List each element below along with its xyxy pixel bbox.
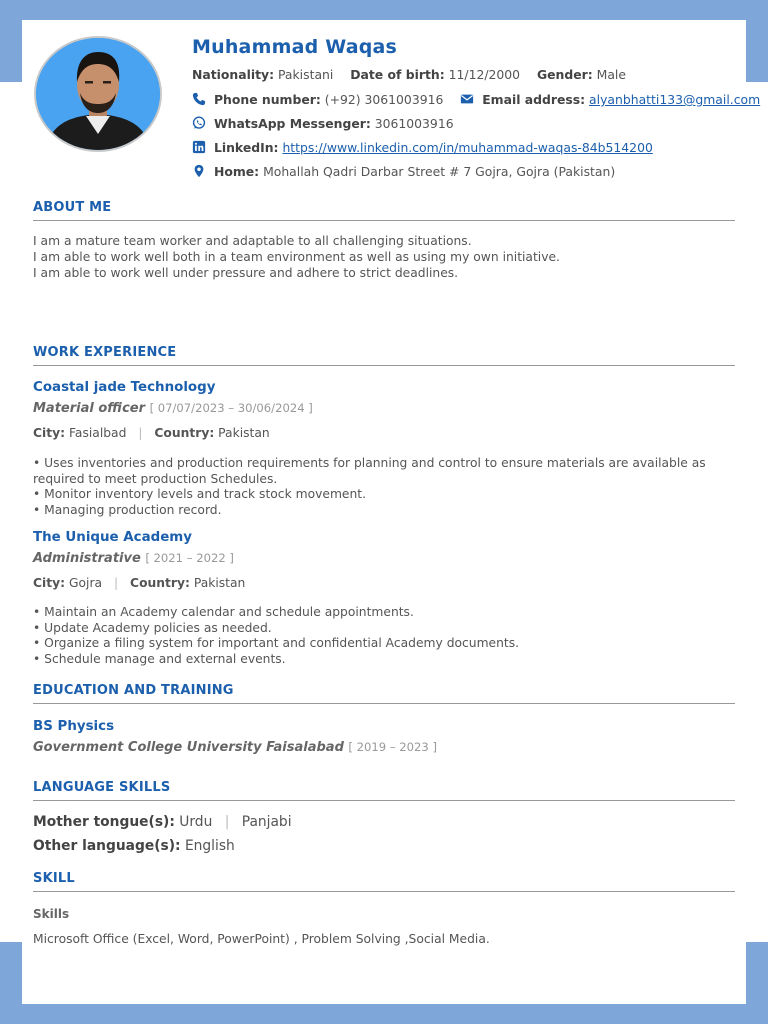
mother-tongue-label: Mother tongue(s): xyxy=(33,814,175,830)
other-language-line xyxy=(33,838,235,854)
other-language-label: Other language(s): xyxy=(33,838,181,854)
about-line: I am able to work well under pressure and adhere to strict deadlines. xyxy=(33,265,459,280)
mother-tongue-value: Panjabi xyxy=(241,814,292,830)
city-label: City: xyxy=(33,576,66,590)
city-value: Gojra xyxy=(68,576,103,590)
job-title: Administrative xyxy=(33,551,141,566)
mother-tongue-value: Urdu xyxy=(179,814,213,830)
gender-label: Gender: xyxy=(536,67,593,82)
about-section-title: ABOUT ME xyxy=(33,200,735,221)
map-pin-icon xyxy=(192,164,206,178)
duty-item: • Uses inventories and production requirements for planning and control to ensure materials are available as required to meet production Schedules. xyxy=(33,456,706,486)
cv-page xyxy=(22,20,761,1004)
duty-item: • Update Academy policies as needed. xyxy=(33,620,272,635)
skill-section-title: SKILL xyxy=(33,871,735,892)
about-line: I am able to work well both in a team environment as well as using my own initiative. xyxy=(33,249,560,264)
other-language-value: English xyxy=(184,838,235,854)
about-text xyxy=(33,234,733,281)
country-label: Country: xyxy=(154,426,215,440)
whatsapp-value: 3061003916 xyxy=(374,116,454,131)
candidate-name: Muhammad Waqas xyxy=(192,36,398,58)
job-role xyxy=(33,551,234,566)
envelope-icon xyxy=(460,92,474,106)
nationality-label: Nationality: xyxy=(192,67,275,82)
skills-label: Skills xyxy=(33,907,70,921)
city-value: Fasialbad xyxy=(68,426,127,440)
phone-value: (+92) 3061003916 xyxy=(324,92,444,107)
nationality-value: Pakistani xyxy=(278,67,334,82)
job-title: Material officer xyxy=(33,401,146,416)
skills-text: Microsoft Office (Excel, Word, PowerPoint) , Problem Solving ,Social Media. xyxy=(33,932,490,946)
email-link[interactable]: alyanbhatti133@gmail.com xyxy=(589,92,761,107)
job-location: City: Fasialbad | Country: Pakistan xyxy=(33,426,270,440)
duty-item: • Schedule manage and external events. xyxy=(33,651,286,666)
home-value: Mohallah Qadri Darbar Street # 7 Gojra, Gojra (Pakistan) xyxy=(263,164,616,179)
duty-item: • Managing production record. xyxy=(33,502,222,517)
personal-info-line xyxy=(192,67,626,82)
job-dates: [ 07/07/2023 – 30/06/2024 ] xyxy=(149,401,313,415)
about-line: I am a mature team worker and adaptable to all challenging situations. xyxy=(33,234,472,248)
job-organization: The Unique Academy xyxy=(33,530,192,545)
profile-photo xyxy=(34,36,162,152)
degree-name: BS Physics xyxy=(33,719,115,734)
phone-label: Phone number: xyxy=(213,92,321,107)
contact-line xyxy=(192,92,760,107)
job-organization: Coastal jade Technology xyxy=(33,380,216,395)
dob-value: 11/12/2000 xyxy=(448,67,521,82)
job-duties xyxy=(33,456,713,518)
mother-tongue-line: Mother tongue(s): Urdu | Panjabi xyxy=(33,814,292,830)
gender-value: Male xyxy=(596,67,626,82)
job-role xyxy=(33,401,313,416)
language-section-title: LANGUAGE SKILLS xyxy=(33,780,735,801)
email-label: Email address: xyxy=(482,92,586,107)
whatsapp-label: WhatsApp Messenger: xyxy=(213,116,371,131)
duty-item: • Maintain an Academy calendar and schedule appointments. xyxy=(33,605,414,619)
whatsapp-icon xyxy=(192,116,206,130)
city-label: City: xyxy=(33,426,66,440)
education-section-title: EDUCATION AND TRAINING xyxy=(33,683,735,704)
home-line xyxy=(192,164,615,179)
linkedin-line xyxy=(192,140,653,155)
country-value: Pakistan xyxy=(218,426,270,440)
country-value: Pakistan xyxy=(193,576,246,590)
duty-item: • Organize a filing system for important and confidential Academy documents. xyxy=(33,636,520,651)
job-duties xyxy=(33,605,713,667)
country-label: Country: xyxy=(130,576,190,590)
dob-label: Date of birth: xyxy=(350,67,445,82)
linkedin-link[interactable]: https://www.linkedin.com/in/muhammad-waqas-84b514200 xyxy=(282,140,653,155)
linkedin-label: LinkedIn: xyxy=(213,140,279,155)
home-label: Home: xyxy=(213,164,260,179)
linkedin-icon xyxy=(192,140,206,154)
work-section-title: WORK EXPERIENCE xyxy=(33,345,735,366)
education-institution-line xyxy=(33,740,437,755)
education-dates: [ 2019 – 2023 ] xyxy=(348,740,438,754)
job-location: City: Gojra | Country: Pakistan xyxy=(33,576,246,590)
phone-icon xyxy=(192,92,206,106)
job-dates: [ 2021 – 2022 ] xyxy=(145,551,234,565)
institution-name: Government College University Faisalabad xyxy=(33,740,344,755)
whatsapp-line xyxy=(192,116,454,131)
duty-item: • Monitor inventory levels and track stock movement. xyxy=(33,487,367,502)
